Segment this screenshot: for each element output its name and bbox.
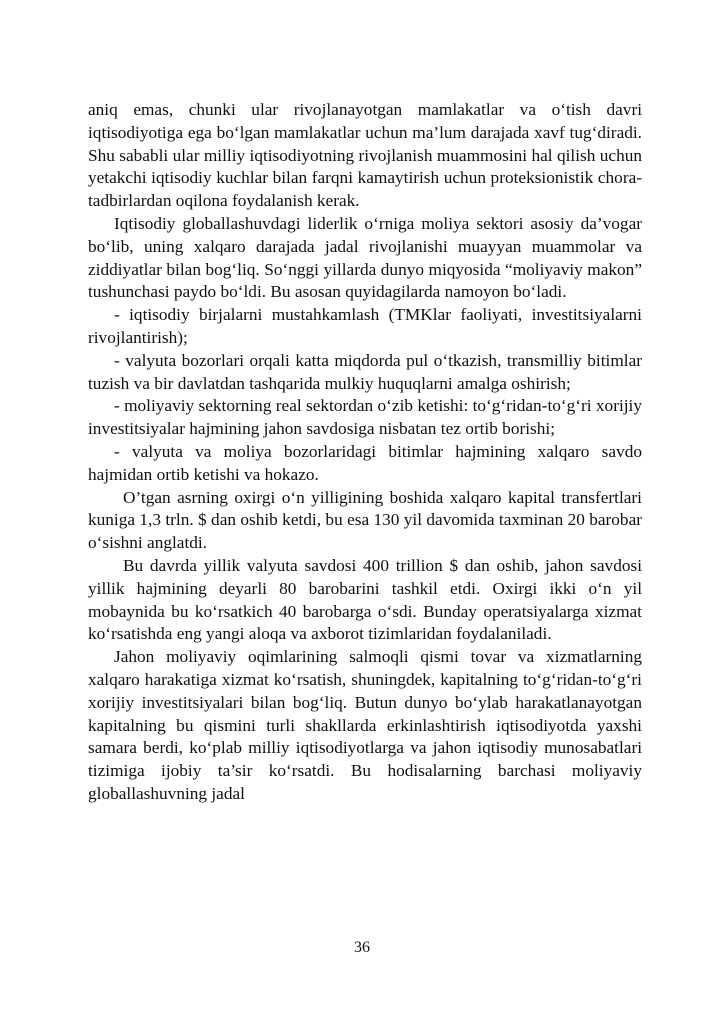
list-item-currency-markets: - valyuta bozorlari orqali katta miqdorda pul o‘tkazish, transmilliy bitimlar tuzish va bir davlatdan tashqarida mulkiy huquqlarni amalga oshirish; xyxy=(88,350,642,393)
paragraph-continuation: aniq emas, chunki ular rivojlanayotgan mamlakatlar va o‘tish davri iqtisodiyotiga ega bo‘lgan mamlakatlar uchun ma’lum darajada xavf tug‘diradi. Shu sababli ular milliy iqtisodiyotning rivojlanish muammosini hal qilish uchun yetakchi iqtisodiy kuchlar bilan farqni kamaytirish uchun proteksionistik chora-tadbirlardan oqilona foydalanish kerak. xyxy=(88,100,642,211)
paragraph-capital-transfers: O’tgan asrning oxirgi o‘n yilligining boshida xalqaro kapital transfertlari kuniga 1,3 trln. $ dan oshib ketdi, bu esa 130 yil davomida taxminan 20 barobar o‘sishni anglatdi. xyxy=(88,487,642,553)
paragraph-financial-sector: Iqtisodiy globallashuvdagi liderlik o‘rniga moliya sektori asosiy da’vogar bo‘lib, uning xalqaro darajada jadal rivojlanishi muayyan muammolar va ziddiyatlar bilan bog‘liq. So‘nggi yillarda dunyo miqyosida “moliyaviy makon” tushunchasi paydo bo‘ldi. Bu asosan quyidagilarda namoyon bo‘ladi. xyxy=(88,213,642,302)
paragraph-currency-trade: Bu davrda yillik valyuta savdosi 400 trillion $ dan oshib, jahon savdosi yillik hajmining deyarli 80 barobarini tashkil etdi. Oxirgi ikki o‘n yil mobaynida bu ko‘rsatkich 40 barobarga o‘sdi. Bunday operatsiyalarga xizmat ko‘rsatishda eng yangi aloqa va axborot tizimlaridan foydalaniladi. xyxy=(88,555,642,644)
list-item-exchanges: - iqtisodiy birjalarni mustahkamlash (TMKlar faoliyati, investitsiyalarni rivojlantirish); xyxy=(88,305,642,347)
page-number: 36 xyxy=(354,939,370,956)
list-item-trade-volume: - valyuta va moliya bozorlaridagi bitimlar hajmining xalqaro savdo hajmidan ortib ketishi va hokazo. xyxy=(88,441,642,484)
paragraph-financial-flows: Jahon moliyaviy oqimlarining salmoqli qismi tovar va xizmatlarning xalqaro harakatiga xizmat ko‘rsatish, shuningdek, kapitalning to‘g‘ridan-to‘g‘ri xorijiy investitsiyalari bilan bog‘liq. Butun dunyo bo‘ylab harakatlanayotgan kapitalning bu qismini turli shakllarda erkinlashtirish iqtisodiyotda yaxshi samara berdi, ko‘plab milliy iqtisodiyotlarga va jahon iqtisodiy munosabatlari tizimiga ijobiy ta’sir ko‘rsatdi. Bu hodisalarning barchasi moliyaviy globallashuvning jadal xyxy=(88,647,642,803)
list-item-real-sector: - moliyaviy sektorning real sektordan o‘zib ketishi: to‘g‘ridan-to‘g‘ri xorijiy investitsiyalar hajmining jahon savdosiga nisbatan tez ortib borishi; xyxy=(88,396,642,439)
page-body xyxy=(88,99,642,806)
